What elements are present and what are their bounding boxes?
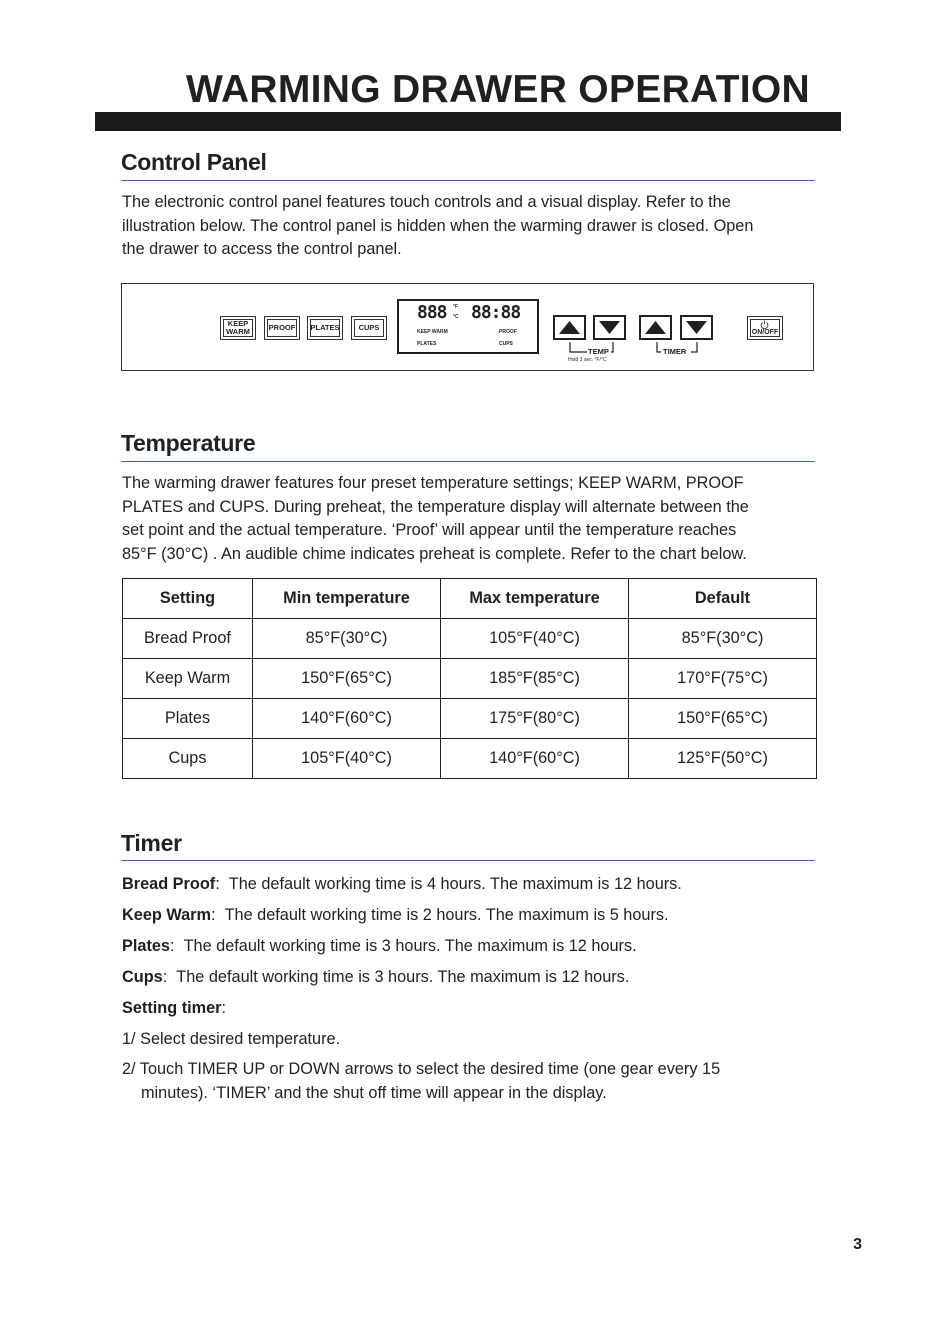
temperature-rule [121, 461, 815, 462]
on-off-label: ON/OFF [751, 328, 779, 336]
cups-button [351, 316, 387, 340]
paragraph-line: PLATES and CUPS. During preheat, the temperature display will alternate between the [122, 497, 749, 516]
timer-item-sep: : [162, 968, 168, 986]
proof-label: PROOF [268, 323, 296, 332]
table-cell: Cups [123, 739, 253, 779]
timer-down-button [680, 315, 713, 340]
control-panel-heading: Control Panel [121, 149, 267, 175]
timer-up-arrow-icon [644, 320, 667, 335]
timer-heading: Timer [121, 830, 182, 856]
paragraph-line: the drawer to access the control panel. [122, 240, 402, 258]
table-cell: 140°F(60°C) [253, 699, 441, 739]
table-cell: 150°F(65°C) [629, 699, 817, 739]
table-cell: 175°F(80°C) [441, 699, 629, 739]
table-cell: 85°F(30°C) [629, 619, 817, 659]
table-cell: 125°F(50°C) [629, 739, 817, 779]
display-plates-label: PLATES [417, 341, 437, 347]
timer-step: 1/ Select desired temperature. [122, 1030, 341, 1048]
control-panel-rule [121, 180, 815, 181]
timer-item-text: The default working time is 2 hours. The maximum is 5 hours. [224, 906, 669, 924]
temp-digits: 888 [417, 302, 447, 323]
timer-up-button [639, 315, 672, 340]
timer-item-label: Plates [122, 937, 170, 955]
title-bar [95, 112, 841, 131]
table-header-cell: Max temperature [441, 579, 629, 619]
timer-item-bread-proof [122, 875, 682, 894]
temp-up-arrow-icon [558, 320, 581, 335]
unit-f: °F [453, 304, 459, 310]
timer-item-sep: : [215, 875, 220, 893]
control-panel-illustration [121, 283, 814, 371]
temp-down-arrow-icon [598, 320, 621, 335]
table-row [123, 619, 817, 659]
timer-item-text: The default working time is 3 hours. The maximum is 12 hours. [176, 968, 630, 986]
timer-label: TIMER [663, 347, 687, 356]
table-cell: 140°F(60°C) [441, 739, 629, 779]
paragraph-line: set point and the actual temperature. ‘Proof’ will appear until the temperature reaches [122, 521, 737, 539]
table-cell: Bread Proof [123, 619, 253, 659]
timer-item-text: The default working time is 4 hours. The maximum is 12 hours. [228, 875, 682, 893]
timer-item-label: Keep Warm [122, 906, 211, 924]
timer-item-sep: : [210, 906, 216, 924]
timer-item-text: The default working time is 3 hours. The maximum is 12 hours. [183, 937, 637, 955]
keep-warm-button [220, 316, 256, 340]
timer-item-label: Cups [122, 968, 163, 986]
paragraph-line: The warming drawer features four preset temperature settings; KEEP WARM, PROOF [122, 474, 744, 492]
control-panel-paragraph [122, 191, 753, 262]
paragraph-line: The electronic control panel features touch controls and a visual display. Refer to the [122, 193, 731, 211]
setting-timer-heading [122, 999, 226, 1018]
display-keep-warm-label: KEEP WARM [417, 329, 448, 335]
table-header-row [123, 579, 817, 619]
time-digits: 88:88 [471, 302, 521, 323]
table-cell: 170°F(75°C) [629, 659, 817, 699]
timer-item-label: Bread Proof [122, 875, 216, 893]
temperature-table [122, 578, 817, 779]
keep-warm-label-1: KEEP [227, 319, 249, 328]
page-number: 3 [853, 1236, 862, 1253]
display-proof-label: PROOF [499, 329, 517, 335]
table-row [123, 659, 817, 699]
setting-timer-sep: : [221, 999, 227, 1017]
table-cell: 85°F(30°C) [253, 619, 441, 659]
temperature-paragraph [122, 472, 749, 566]
paragraph-line: 85°F (30°C) . An audible chime indicates preheat is complete. Refer to the chart below. [122, 544, 747, 563]
timer-item-keep-warm [122, 906, 669, 925]
keep-warm-label-2: WARM [226, 327, 250, 336]
table-cell: 105°F(40°C) [441, 619, 629, 659]
timer-down-arrow-icon [685, 320, 708, 335]
temp-label: TEMP [588, 347, 609, 356]
temperature-heading: Temperature [121, 430, 256, 456]
power-icon [760, 320, 769, 329]
paragraph-line: illustration below. The control panel is hidden when the warming drawer is closed. Open [122, 216, 754, 235]
timer-item-plates [122, 937, 637, 956]
setting-timer-label: Setting timer [122, 999, 222, 1017]
table-cell: 105°F(40°C) [253, 739, 441, 779]
timer-rule [121, 860, 815, 861]
table-row [123, 739, 817, 779]
display-screen [397, 299, 539, 354]
table-header-cell: Default [629, 579, 817, 619]
temp-down-button [593, 315, 626, 340]
timer-step: 2/ Touch TIMER UP or DOWN arrows to select the desired time (one gear every 15 [122, 1060, 721, 1078]
unit-c: °C [453, 314, 459, 320]
display-cups-label: CUPS [499, 341, 513, 347]
table-cell: 185°F(85°C) [441, 659, 629, 699]
timer-step-continuation: minutes). ‘TIMER’ and the shut off time will appear in the display. [141, 1084, 607, 1102]
on-off-button [747, 316, 783, 340]
plates-label: PLATES [310, 323, 340, 332]
table-cell: 150°F(65°C) [253, 659, 441, 699]
temp-up-button [553, 315, 586, 340]
table-cell: Plates [123, 699, 253, 739]
proof-button [264, 316, 300, 340]
timer-item-cups [122, 968, 629, 987]
page-title: WARMING DRAWER OPERATION [186, 68, 810, 111]
plates-button [307, 316, 343, 340]
timer-item-sep: : [169, 937, 175, 955]
table-header-cell: Min temperature [253, 579, 441, 619]
table-header-cell: Setting [123, 579, 253, 619]
cups-label: CUPS [358, 323, 380, 332]
table-row [123, 699, 817, 739]
temp-note: Hold 3 sec. °F/°C [568, 357, 607, 363]
table-cell: Keep Warm [123, 659, 253, 699]
